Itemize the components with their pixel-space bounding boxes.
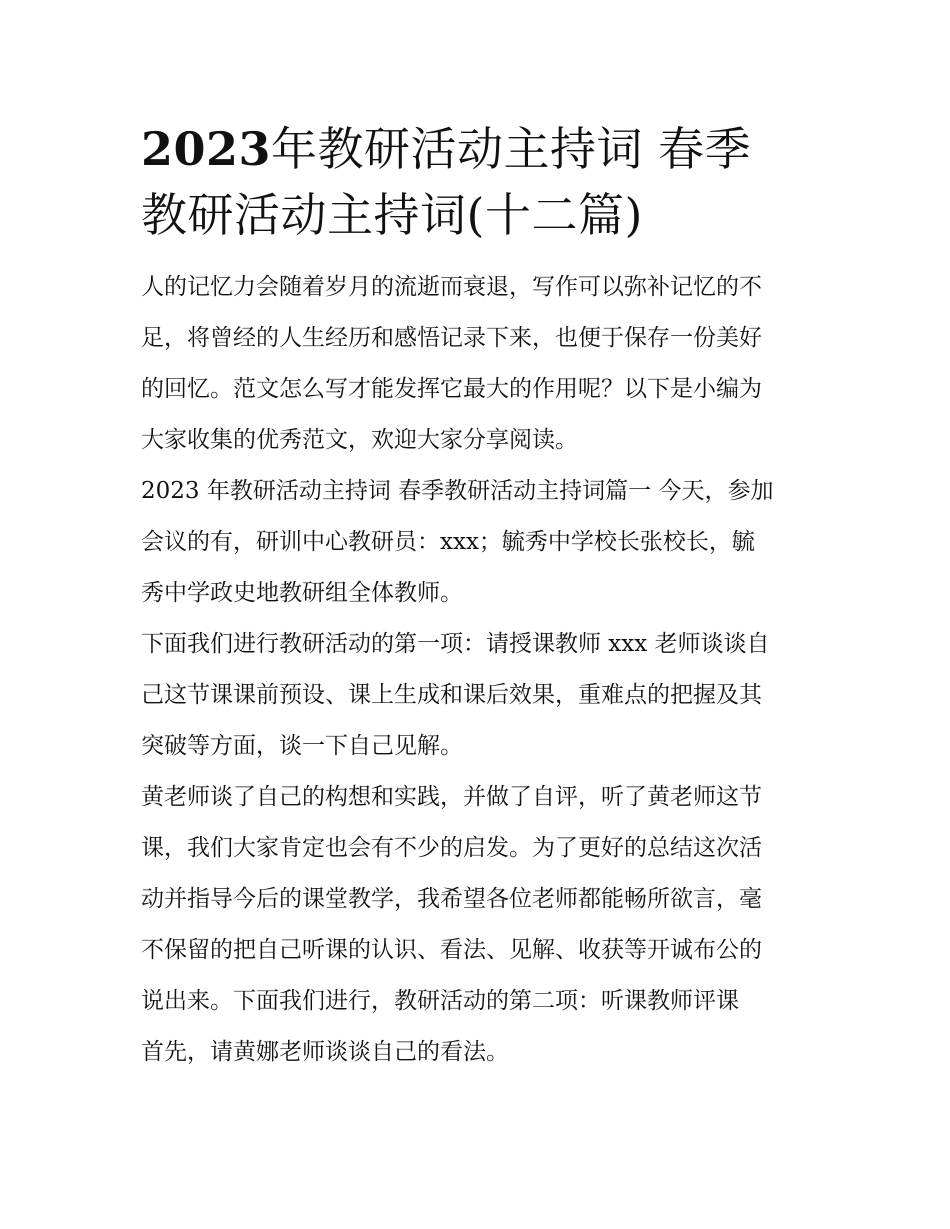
text-line: 动并指导今后的课堂教学，我希望各位老师都能畅所欲言，毫 (141, 886, 762, 912)
title-year: 2023 (141, 122, 272, 176)
text-line: 己这节课课前预设、课上生成和课后效果，重难点的把握及其 (141, 682, 762, 708)
title-line-2: 教研活动主持词(十二篇) (141, 188, 643, 242)
text-line: 首先，请黄娜老师谈谈自己的看法。 (141, 1039, 509, 1065)
text-line: 会议的有，研训中心教研员：xxx；毓秀中学校长张校长，毓 (141, 529, 755, 555)
text-line: 突破等方面，谈一下自己见解。 (141, 733, 463, 759)
text-line: 人的记忆力会随着岁月的流逝而衰退，写作可以弥补记忆的不 (141, 274, 762, 300)
text-line: 下面我们进行教研活动的第一项：请授课教师 xxx 老师谈谈自 (141, 631, 770, 657)
paragraph-intro (141, 262, 817, 466)
text-line: 黄老师谈了自己的构想和实践，并做了自评，听了黄老师这节 (141, 784, 762, 810)
text-line: 足，将曾经的人生经历和感悟记录下来，也便于保存一份美好 (141, 325, 762, 351)
text-line: 说出来。下面我们进行，教研活动的第二项：听课教师评课 (141, 988, 739, 1014)
text-line: 的回忆。范文怎么写才能发挥它最大的作用呢？以下是小编为 (141, 376, 762, 402)
text-line: 不保留的把自己听课的认识、看法、见解、收获等开诚布公的 (141, 937, 762, 963)
paragraph-opening (141, 466, 817, 619)
paragraph-item-two (141, 772, 817, 1078)
text-line: 秀中学政史地教研组全体教师。 (141, 580, 463, 606)
document-title (141, 116, 817, 248)
text-line: 大家收集的优秀范文，欢迎大家分享阅读。 (141, 427, 578, 453)
paragraph-item-one (141, 619, 817, 772)
title-line-1-text: 年教研活动主持词 春季 (271, 122, 752, 176)
text-line: 2023 年教研活动主持词 春季教研活动主持词篇一 今天，参加 (141, 478, 774, 504)
text-line: 课，我们大家肯定也会有不少的启发。为了更好的总结这次活 (141, 835, 762, 861)
title-line-1 (141, 116, 817, 182)
document-body (141, 262, 817, 1078)
document-page (141, 116, 817, 1078)
